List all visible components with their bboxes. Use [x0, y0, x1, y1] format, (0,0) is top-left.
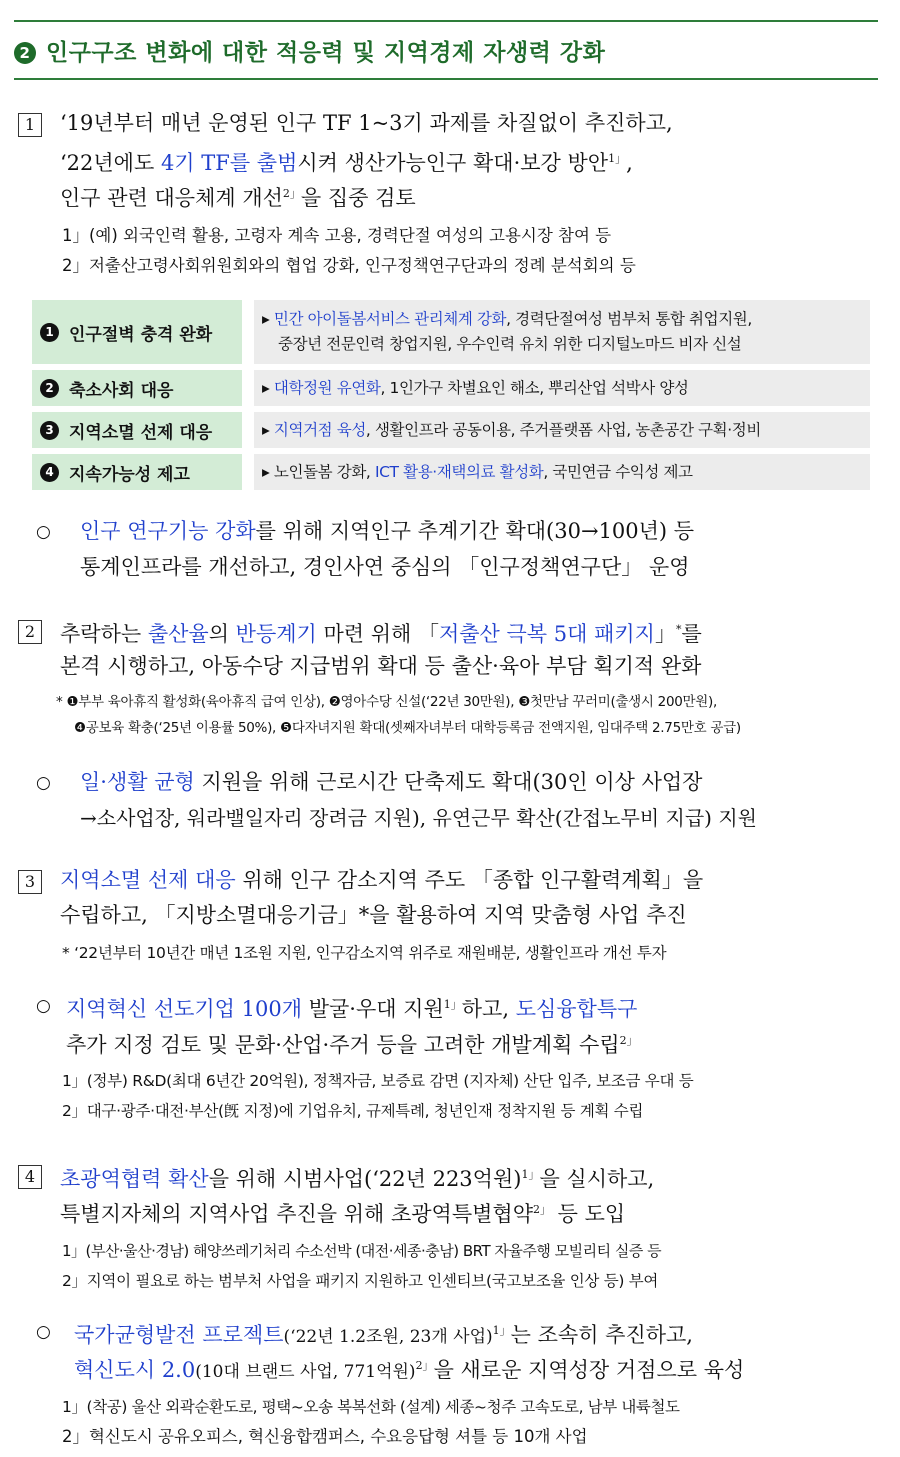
circle-bullet: ○	[36, 996, 51, 1016]
c1-line1-text: 를 위해 지역인구 추계기간 확대(30→100년) 등	[255, 519, 695, 543]
table-content-line	[262, 460, 870, 485]
c3-line2	[66, 1024, 638, 1062]
table-label-text: 지속가능성 제고	[69, 464, 190, 485]
s4-note-1: 1」(부산·울산·경남) 해양쓰레기처리 수소선박 (대전·세종·충남) BRT 자율주행 모빌리티 실증 등	[62, 1242, 662, 1260]
table-row	[32, 412, 870, 448]
s1-line1: ‘19년부터 매년 운영된 인구 TF 1~3기 과제를 차질없이 추진하고,	[60, 111, 673, 135]
s4-highlight: 초광역협력 확산	[60, 1167, 209, 1191]
s4-line2	[60, 1193, 625, 1231]
s2-highlight-d: 반등계기	[235, 622, 317, 646]
s2-highlight-f: 저출산 극복 5대 패키지	[438, 622, 655, 646]
c4-highlight-a: 국가균형발전 프로젝트	[74, 1323, 284, 1347]
circle-bullet: ○	[36, 522, 51, 542]
s1-footnote-ref-1: 1」	[608, 152, 627, 165]
s2-star-note-2: ❹공보육 확충(‘25년 이용률 50%), ❺다자녀지원 확대(셋째자녀부터 대학등록금 전액지원, 임대주택 2.75만호 공급)	[74, 720, 741, 736]
c4-note-1: 1」(착공) 울산 외곽순환도로, 평택~오송 복복선화 (설계) 세종~청주 고속도로, 남부 내륙철도	[62, 1398, 680, 1416]
c3-highlight-a: 지역혁신 선도기업 100개	[66, 997, 303, 1021]
c4-text-2b: (10대 브랜드 사업, 771억원)	[195, 1362, 416, 1382]
table-highlight: 민간 아이돌봄서비스 관리체계 강화	[273, 310, 507, 328]
arrow-icon: ▸	[262, 378, 270, 397]
header-number-badge: 2	[14, 42, 36, 64]
c2-line2: →소사업장, 워라밸일자리 장려금 지원), 유연근무 확산(간접노무비 지급) 지원	[80, 806, 757, 830]
c4-text-c: 는 조속히 추진하고,	[510, 1323, 693, 1347]
table-row-label	[32, 454, 242, 490]
c4-note-2: 2」혁신도시 공유오피스, 혁신융합캠퍼스, 수요응답형 셔틀 등 10개 사업	[62, 1427, 588, 1446]
s4-line1	[60, 1158, 654, 1196]
s4-text-b: 을 위해 시범사업(‘22년 223억원)	[208, 1167, 522, 1191]
s2-line2: 본격 시행하고, 아동수당 지급범위 확대 등 출산·육아 부담 획기적 완화	[60, 654, 702, 678]
arrow-icon: ▸	[262, 462, 270, 481]
s2-highlight-b: 출산율	[147, 622, 209, 646]
table-highlight: 대학정원 유연화	[273, 378, 381, 397]
table-row-label	[32, 300, 242, 364]
s1-note-1: 1」(예) 외국인력 활용, 고령자 계속 고용, 경력단절 여성의 고용시장 참여 등	[62, 226, 612, 245]
table-row-content	[254, 454, 870, 490]
c3-highlight-d: 도심융합특구	[515, 997, 638, 1021]
s3-line1	[60, 863, 703, 897]
c4-footnote-ref-2: 2」	[415, 1359, 434, 1372]
table-content-line	[262, 376, 870, 401]
table-text: , 생활인프라 공동이용, 주거플랫폼 사업, 농촌공간 구획·정비	[365, 420, 761, 439]
table-row-content	[254, 370, 870, 406]
s2-star-note-1: * ❶부부 육아휴직 활성화(육아휴직 급여 인상), ❷영아수당 신설(‘22년 30만원), ❸첫만남 꾸러미(출생시 200만원),	[56, 694, 717, 710]
table-content-line	[262, 418, 870, 443]
table-text: , 1인가구 차별요인 해소, 뿌리산업 석박사 양성	[380, 378, 689, 397]
header-bottom-rule	[14, 78, 878, 80]
table-row	[32, 370, 870, 406]
c3-note-1: 1」(정부) R&D(최대 6년간 20억원), 정책자금, 보증료 감면 (지자체) 산단 입주, 보조금 우대 등	[62, 1072, 694, 1090]
table-content-line	[262, 307, 870, 332]
s1-line2-d: ,	[626, 151, 633, 175]
c2-highlight: 일·생활 균형	[80, 770, 195, 794]
s4-line2-end: 등 도입	[551, 1202, 626, 1226]
table-highlight: 지역거점 육성	[273, 420, 366, 439]
section-header	[14, 34, 605, 67]
table-row-content	[254, 300, 870, 364]
s1-footnote-ref-2: 2」	[282, 187, 301, 200]
c1-highlight: 인구 연구기능 강화	[80, 519, 256, 543]
header-title-text: 인구구조 변화에 대한 적응력 및 지역경제 자생력 강화	[46, 40, 606, 66]
c4-line2	[74, 1349, 744, 1389]
s3-line2: 수립하고, 「지방소멸대응기금」*을 활용하여 지역 맞춤형 사업 추진	[60, 903, 687, 927]
s3-highlight: 지역소멸 선제 대응	[60, 868, 236, 892]
s2-text-h: 를	[681, 622, 702, 646]
c2-line1-text: 지원을 위해 근로시간 단축제도 확대(30인 이상 사업장	[194, 770, 703, 794]
c3-text-c: 하고,	[461, 997, 516, 1021]
table-label-text: 축소사회 대응	[69, 380, 174, 401]
s4-text-c: 을 실시하고,	[539, 1167, 655, 1191]
s1-line2	[60, 142, 633, 180]
s2-text-e: 마련 위해 「	[316, 622, 439, 646]
c3-footnote-ref-2: 2」	[619, 1034, 638, 1047]
table-highlight: ICT 활용·재택의료 활성화	[374, 462, 544, 481]
table-label-text: 지역소멸 선제 대응	[69, 422, 213, 443]
header-top-rule	[14, 20, 878, 22]
s1-line2-highlight: 4기 TF를 출범	[160, 151, 298, 175]
section-number-1: 1	[18, 113, 42, 137]
c1-line1	[80, 514, 694, 548]
s2-text-g: 」	[654, 622, 676, 646]
s1-line2-a: ‘22년에도	[60, 151, 161, 175]
section-number-4: 4	[18, 1165, 42, 1189]
s3-line1-text: 위해 인구 감소지역 주도 「종합 인구활력계획」을	[235, 868, 704, 892]
c1-line2: 통계인프라를 개선하고, 경인사연 중심의 「인구정책연구단」 운영	[80, 555, 690, 579]
s1-line3-a: 인구 관련 대응체계 개선	[60, 186, 283, 210]
c4-highlight-2: 혁신도시 2.0	[74, 1358, 196, 1382]
c4-line1	[74, 1314, 693, 1354]
table-text: 노인돌봄 강화,	[273, 462, 375, 481]
table-bullet: 3	[40, 421, 59, 440]
section-number-2: 2	[18, 620, 42, 644]
table-row	[32, 300, 870, 364]
c4-text-2c: 을 새로운 지역성장 거점으로 육성	[433, 1358, 745, 1382]
circle-bullet: ○	[36, 1322, 51, 1342]
table-text: , 경력단절여성 범부처 통합 취업지원,	[506, 310, 752, 328]
s1-line3-b: 을 집중 검토	[300, 186, 416, 210]
table-row-content	[254, 412, 870, 448]
table-bullet: 1	[40, 323, 59, 342]
s2-text-c: 의	[208, 622, 236, 646]
s4-footnote-ref-1: 1」	[521, 1168, 540, 1181]
s3-star-note: * ‘22년부터 10년간 매년 1조원 지원, 인구감소지역 위주로 재원배분, 생활인프라 개선 투자	[62, 944, 667, 962]
s2-star-ref: *	[675, 623, 682, 636]
s1-note-2: 2」저출산고령사회위원회와의 협업 강화, 인구정책연구단과의 정례 분석회의 등	[62, 256, 636, 275]
section-number-3: 3	[18, 870, 42, 894]
s4-line2-text: 특별지자체의 지역사업 추진을 위해 초광역특별협약	[60, 1202, 533, 1226]
circle-bullet: ○	[36, 773, 51, 793]
s1-line2-c: 시켜 생산가능인구 확대·보강 방안	[297, 151, 609, 175]
c4-text-b: (‘22년 1.2조원, 23개 사업)	[283, 1327, 493, 1347]
arrow-icon: ▸	[262, 420, 270, 439]
c4-footnote-ref-1: 1」	[492, 1324, 511, 1337]
table-row	[32, 454, 870, 490]
c3-line2-text: 추가 지정 검토 및 문화·산업·주거 등을 고려한 개발계획 수립	[66, 1033, 620, 1057]
c3-line1	[66, 988, 637, 1026]
table-row-label	[32, 370, 242, 406]
table-bullet: 2	[40, 379, 59, 398]
s2-line1	[60, 613, 702, 651]
table-label-text: 인구절벽 충격 완화	[69, 324, 213, 345]
arrow-icon: ▸	[262, 310, 270, 328]
table-bullet: 4	[40, 463, 59, 482]
s2-text-a: 추락하는	[60, 622, 148, 646]
s1-line3	[60, 177, 416, 215]
table-row-label	[32, 412, 242, 448]
c2-line1	[80, 765, 702, 799]
s4-footnote-ref-2: 2」	[533, 1203, 551, 1216]
table-content-line-2: 중장년 전문인력 창업지원, 우수인력 유치 위한 디지털노마드 비자 신설	[278, 335, 742, 353]
table-text-end: , 국민연금 수익성 제고	[543, 462, 693, 481]
c3-footnote-ref-1: 1」	[443, 998, 462, 1011]
s4-note-2: 2」지역이 필요로 하는 범부처 사업을 패키지 지원하고 인센티브(국고보조율 인상 등) 부여	[62, 1272, 659, 1290]
c3-note-2: 2」대구·광주·대전·부산(旣 지정)에 기업유치, 규제특례, 청년인재 정착지원 등 계획 수립	[62, 1102, 644, 1120]
c3-text-b: 발굴·우대 지원	[302, 997, 444, 1021]
